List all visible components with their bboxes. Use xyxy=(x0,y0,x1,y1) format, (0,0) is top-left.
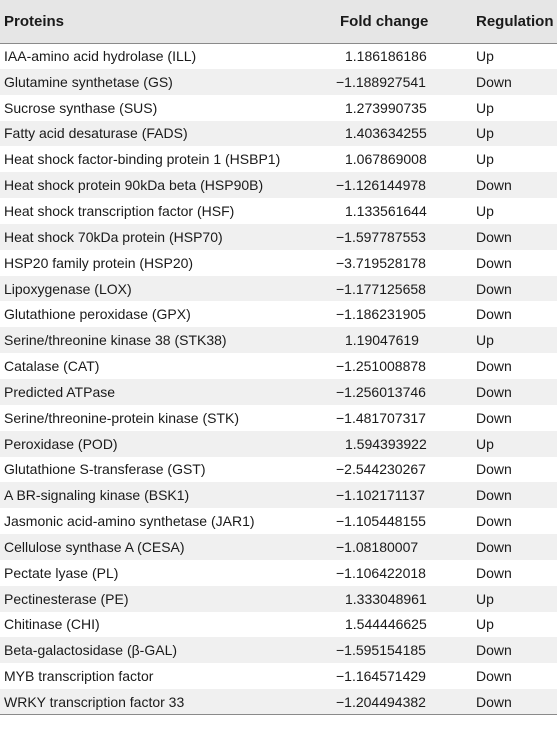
regulation-cell: Down xyxy=(476,461,512,478)
protein-name-cell: Catalase (CAT) xyxy=(4,358,100,375)
fold-change-cell: 1.594393922 xyxy=(345,435,427,452)
protein-name-cell: Heat shock transcription factor (HSF) xyxy=(4,202,235,219)
table-row xyxy=(0,327,557,353)
fold-change-cell: −1.186231905 xyxy=(336,306,426,323)
protein-name-cell: Sucrose synthase (SUS) xyxy=(4,99,158,116)
protein-name-cell: Heat shock 70kDa protein (HSP70) xyxy=(4,228,223,245)
regulation-cell: Down xyxy=(476,668,512,685)
fold-change-cell: −1.204494382 xyxy=(336,693,426,710)
table-row xyxy=(0,224,557,250)
protein-name-cell: Heat shock protein 90kDa beta (HSP90B) xyxy=(4,177,264,194)
protein-name-cell: Glutamine synthetase (GS) xyxy=(4,73,173,90)
protein-name-cell: Cellulose synthase A (CESA) xyxy=(4,538,185,555)
regulation-cell: Down xyxy=(476,538,512,555)
table-row xyxy=(0,379,557,405)
regulation-cell: Down xyxy=(476,177,512,194)
fold-change-cell: −1.597787553 xyxy=(336,228,426,245)
fold-change-cell: −3.719528178 xyxy=(336,254,426,271)
protein-name-cell: Pectate lyase (PL) xyxy=(4,564,119,581)
fold-change-cell: 1.544446625 xyxy=(345,616,427,633)
table-row xyxy=(0,43,557,69)
protein-name-cell: Jasmonic acid-amino synthetase (JAR1) xyxy=(4,513,255,530)
fold-change-cell: 1.19047619 xyxy=(345,332,419,349)
table-row xyxy=(0,431,557,457)
regulation-cell: Up xyxy=(476,616,494,633)
regulation-cell: Down xyxy=(476,693,512,710)
regulation-cell: Down xyxy=(476,487,512,504)
fold-change-cell: −1.481707317 xyxy=(336,409,426,426)
fold-change-cell: −1.177125658 xyxy=(336,280,426,297)
regulation-cell: Down xyxy=(476,564,512,581)
table-row xyxy=(0,198,557,224)
table-row xyxy=(0,69,557,95)
table-row xyxy=(0,689,557,715)
protein-name-cell: Peroxidase (POD) xyxy=(4,435,118,452)
protein-name-cell: Chitinase (CHI) xyxy=(4,616,100,633)
regulation-cell: Up xyxy=(476,332,494,349)
regulation-cell: Up xyxy=(476,202,494,219)
fold-change-cell: −1.595154185 xyxy=(336,642,426,659)
protein-name-cell: Glutathione peroxidase (GPX) xyxy=(4,306,191,323)
regulation-cell: Down xyxy=(476,228,512,245)
table-row xyxy=(0,586,557,612)
regulation-cell: Down xyxy=(476,306,512,323)
fold-change-cell: 1.403634255 xyxy=(345,125,427,142)
regulation-cell: Up xyxy=(476,151,494,168)
table-row xyxy=(0,637,557,663)
fold-change-cell: −1.188927541 xyxy=(336,73,426,90)
fold-change-cell: −1.106422018 xyxy=(336,564,426,581)
table-row xyxy=(0,560,557,586)
table-row xyxy=(0,508,557,534)
regulation-cell: Down xyxy=(476,642,512,659)
table-row xyxy=(0,612,557,638)
fold-change-cell: −1.105448155 xyxy=(336,513,426,530)
header-regulation: Regulation xyxy=(474,0,557,43)
protein-name-cell: WRKY transcription factor 33 xyxy=(4,693,185,710)
protein-name-cell: Serine/threonine kinase 38 (STK38) xyxy=(4,332,227,349)
protein-name-cell: Pectinesterase (PE) xyxy=(4,590,129,607)
regulation-cell: Down xyxy=(476,73,512,90)
fold-change-cell: 1.273990735 xyxy=(345,99,427,116)
protein-name-cell: Lipoxygenase (LOX) xyxy=(4,280,132,297)
table-row xyxy=(0,95,557,121)
regulation-cell: Up xyxy=(476,590,494,607)
table-row xyxy=(0,534,557,560)
protein-name-cell: Serine/threonine-protein kinase (STK) xyxy=(4,409,240,426)
regulation-cell: Down xyxy=(476,513,512,530)
protein-name-cell: Predicted ATPase xyxy=(4,383,116,400)
protein-name-cell: Heat shock factor-binding protein 1 (HSBP1) xyxy=(4,151,281,168)
protein-name-cell: A BR-signaling kinase (BSK1) xyxy=(4,487,190,504)
table-row xyxy=(0,301,557,327)
protein-name-cell: Fatty acid desaturase (FADS) xyxy=(4,125,188,142)
regulation-cell: Up xyxy=(476,435,494,452)
header-proteins: Proteins xyxy=(0,0,334,43)
protein-name-cell: Glutathione S-transferase (GST) xyxy=(4,461,206,478)
table-body xyxy=(0,43,557,715)
table-row xyxy=(0,482,557,508)
fold-change-cell: 1.333048961 xyxy=(345,590,427,607)
fold-change-cell: −1.164571429 xyxy=(336,668,426,685)
regulation-cell: Up xyxy=(476,48,494,65)
protein-name-cell: IAA-amino acid hydrolase (ILL) xyxy=(4,48,197,65)
header-fold-change: Fold change xyxy=(334,0,474,43)
table-row xyxy=(0,250,557,276)
fold-change-cell: 1.067869008 xyxy=(345,151,427,168)
table-header xyxy=(0,0,557,43)
protein-name-cell: Beta-galactosidase (β-GAL) xyxy=(4,642,178,659)
fold-change-cell: −1.08180007 xyxy=(336,538,419,555)
protein-name-cell: HSP20 family protein (HSP20) xyxy=(4,254,194,271)
fold-change-cell: −1.251008878 xyxy=(336,358,426,375)
fold-change-cell: −2.544230267 xyxy=(336,461,426,478)
fold-change-cell: −1.126144978 xyxy=(336,177,426,194)
regulation-cell: Up xyxy=(476,125,494,142)
fold-change-cell: 1.186186186 xyxy=(345,48,427,65)
table-row xyxy=(0,405,557,431)
header-row xyxy=(0,0,557,43)
table-row xyxy=(0,353,557,379)
regulation-cell: Down xyxy=(476,409,512,426)
regulation-cell: Down xyxy=(476,383,512,400)
fold-change-cell: 1.133561644 xyxy=(345,202,427,219)
table-row xyxy=(0,146,557,172)
table-row xyxy=(0,457,557,483)
regulation-cell: Down xyxy=(476,358,512,375)
regulation-cell: Down xyxy=(476,254,512,271)
regulation-cell: Down xyxy=(476,280,512,297)
table-row xyxy=(0,172,557,198)
fold-change-cell: −1.256013746 xyxy=(336,383,426,400)
table-row xyxy=(0,121,557,147)
regulation-cell: Up xyxy=(476,99,494,116)
fold-change-cell: −1.102171137 xyxy=(336,487,425,504)
table-row xyxy=(0,276,557,302)
protein-name-cell: MYB transcription factor xyxy=(4,668,154,685)
table-row xyxy=(0,663,557,689)
